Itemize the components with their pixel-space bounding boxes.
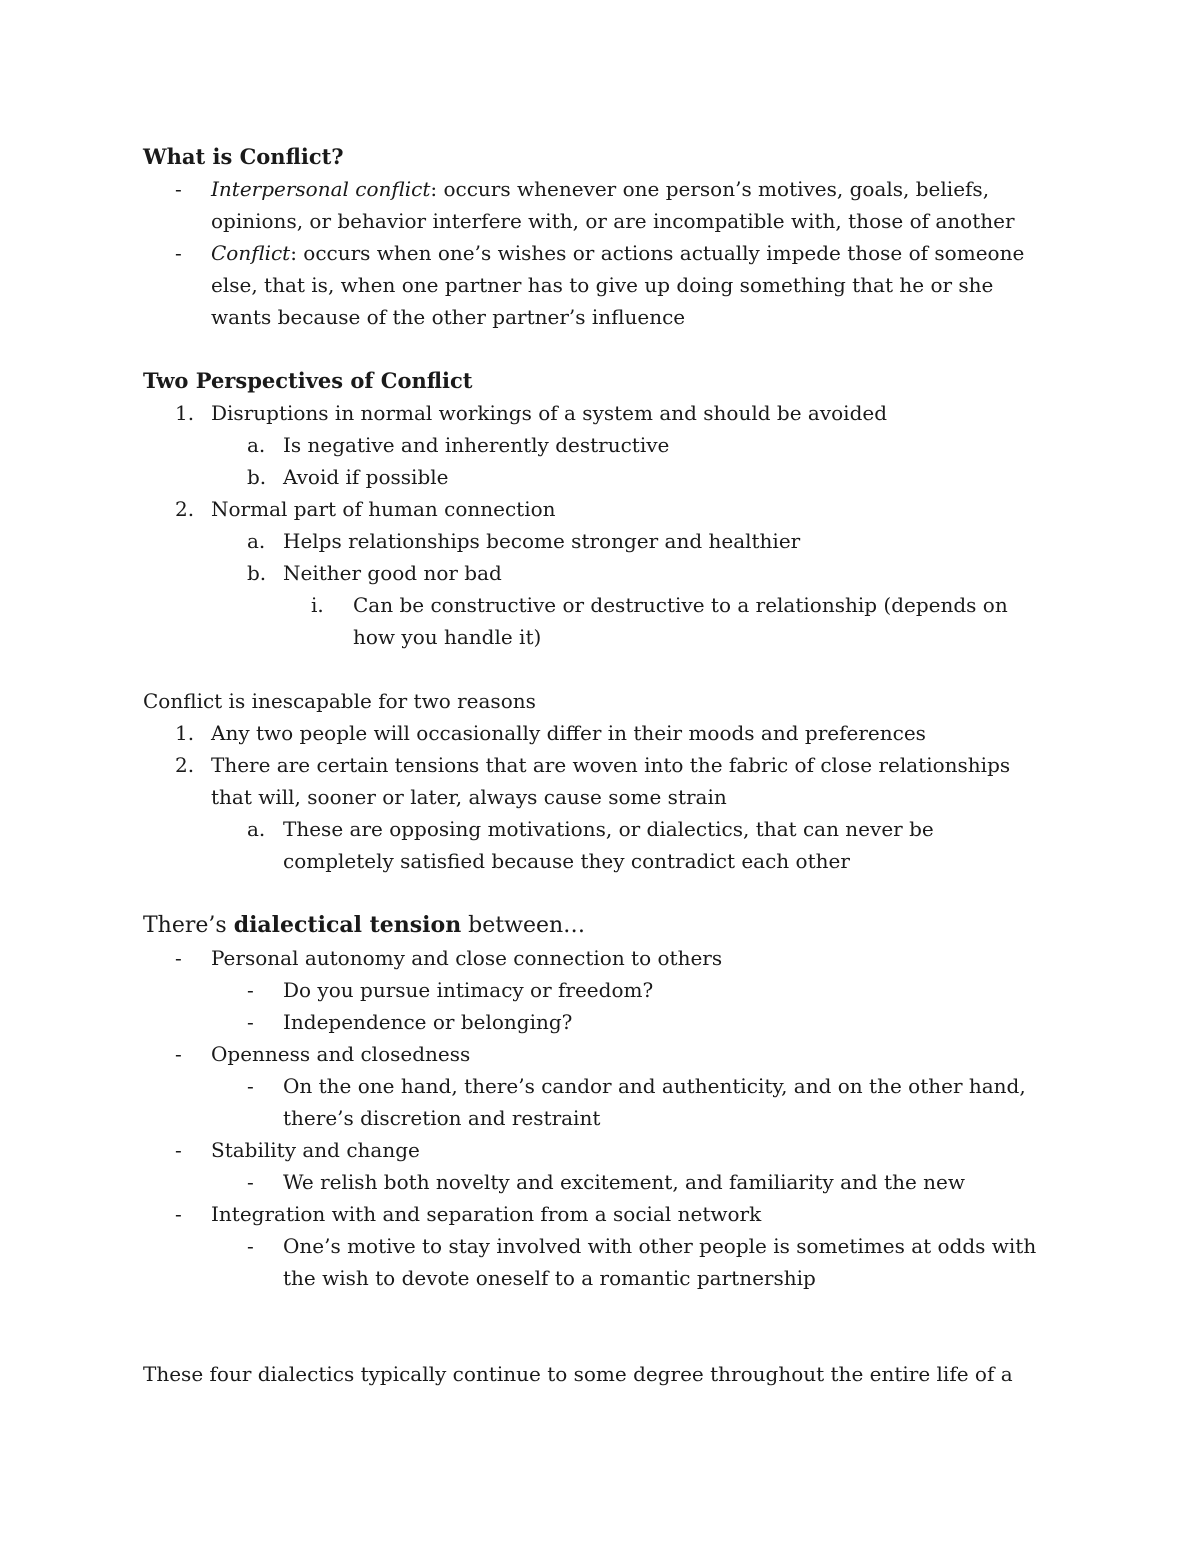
paragraph-dialectical-tension [143, 909, 1050, 942]
number-marker: 1. [175, 721, 195, 745]
list-item [143, 589, 1050, 653]
term-conflict: Conflict [211, 241, 291, 265]
list-text: We relish both novelty and excitement, and familiarity and the new [283, 1170, 965, 1194]
list-item [143, 557, 1050, 589]
list-item [143, 1070, 1050, 1134]
letter-marker: a. [247, 529, 266, 553]
list-item [143, 429, 1050, 461]
list-item [143, 749, 1050, 813]
intro-text: between… [461, 913, 586, 938]
closing-paragraph: These four dialectics typically continue to some degree throughout the entire life of a [143, 1362, 1013, 1386]
list-item [143, 974, 1050, 1006]
bullet-dash: - [175, 946, 182, 970]
list-text: These are opposing motivations, or dialectics, that can never be completely satisfied because they contradict each other [283, 817, 934, 873]
list-text: Neither good nor bad [283, 561, 502, 585]
list-text: Avoid if possible [283, 465, 449, 489]
bullet-dash: - [175, 1138, 182, 1162]
list-item [143, 173, 1050, 237]
letter-marker: b. [247, 465, 267, 489]
bullet-dash: - [175, 177, 182, 201]
bullet-dash: - [247, 978, 254, 1002]
list-item [143, 237, 1050, 333]
list-text: Can be constructive or destructive to a relationship (depends on how you handle it) [353, 593, 1008, 649]
list-item [143, 1198, 1050, 1230]
list-text: Helps relationships become stronger and healthier [283, 529, 801, 553]
list-text: Stability and change [211, 1138, 420, 1162]
list-item [143, 461, 1050, 493]
list-item [143, 1134, 1050, 1166]
bullet-dash: - [247, 1234, 254, 1258]
bullet-dash: - [175, 1042, 182, 1066]
definition-text: : occurs when one’s wishes or actions actually impede those of someone else, that is, when one partner has to give up doing something that he or she wants because of the other partner’s influence [211, 241, 1025, 329]
list-text: Personal autonomy and close connection to others [211, 946, 723, 970]
list-text: Normal part of human connection [211, 497, 556, 521]
bullet-dash: - [247, 1010, 254, 1034]
list-item [143, 813, 1050, 877]
letter-marker: b. [247, 561, 267, 585]
list-text: One’s motive to stay involved with other people is sometimes at odds with the wish to devote oneself to a romantic partnership [283, 1234, 1037, 1290]
number-marker: 2. [175, 753, 195, 777]
list-item [143, 1166, 1050, 1198]
list-text: On the one hand, there’s candor and authenticity, and on the other hand, there’s discretion and restraint [283, 1074, 1026, 1130]
bullet-dash: - [247, 1074, 254, 1098]
list-text: Disruptions in normal workings of a system and should be avoided [211, 401, 888, 425]
intro-text: There’s [143, 913, 234, 938]
number-marker: 2. [175, 497, 195, 521]
letter-marker: a. [247, 817, 266, 841]
list-item [143, 717, 1050, 749]
bold-term: dialectical tension [233, 912, 462, 938]
list-item [143, 525, 1050, 557]
roman-marker: i. [311, 593, 324, 617]
list-item [143, 493, 1050, 525]
definition-text: : occurs whenever one person’s motives, goals, beliefs, opinions, or behavior interfere with, or are incompatible with, those of another [211, 177, 1015, 233]
list-text: There are certain tensions that are woven into the fabric of close relationships that will, sooner or later, always cause some strain [211, 753, 1011, 809]
list-text: Openness and closedness [211, 1042, 471, 1066]
list-text: Integration with and separation from a social network [211, 1202, 762, 1226]
list-text: Any two people will occasionally differ in their moods and preferences [211, 721, 926, 745]
list-item [143, 1006, 1050, 1038]
bullet-dash: - [175, 241, 182, 265]
list-item [143, 942, 1050, 974]
number-marker: 1. [175, 401, 195, 425]
bullet-dash: - [175, 1202, 182, 1226]
heading-what-is-conflict: What is Conflict? [143, 144, 344, 169]
list-item [143, 1038, 1050, 1070]
list-item [143, 1230, 1050, 1294]
heading-two-perspectives: Two Perspectives of Conflict [143, 368, 473, 393]
letter-marker: a. [247, 433, 266, 457]
list-text: Do you pursue intimacy or freedom? [283, 978, 654, 1002]
list-text: Is negative and inherently destructive [283, 433, 670, 457]
term-interpersonal-conflict: Interpersonal conflict [211, 177, 431, 201]
list-text: Independence or belonging? [283, 1010, 573, 1034]
paragraph-intro: Conflict is inescapable for two reasons [143, 689, 536, 713]
list-item [143, 397, 1050, 429]
bullet-dash: - [247, 1170, 254, 1194]
